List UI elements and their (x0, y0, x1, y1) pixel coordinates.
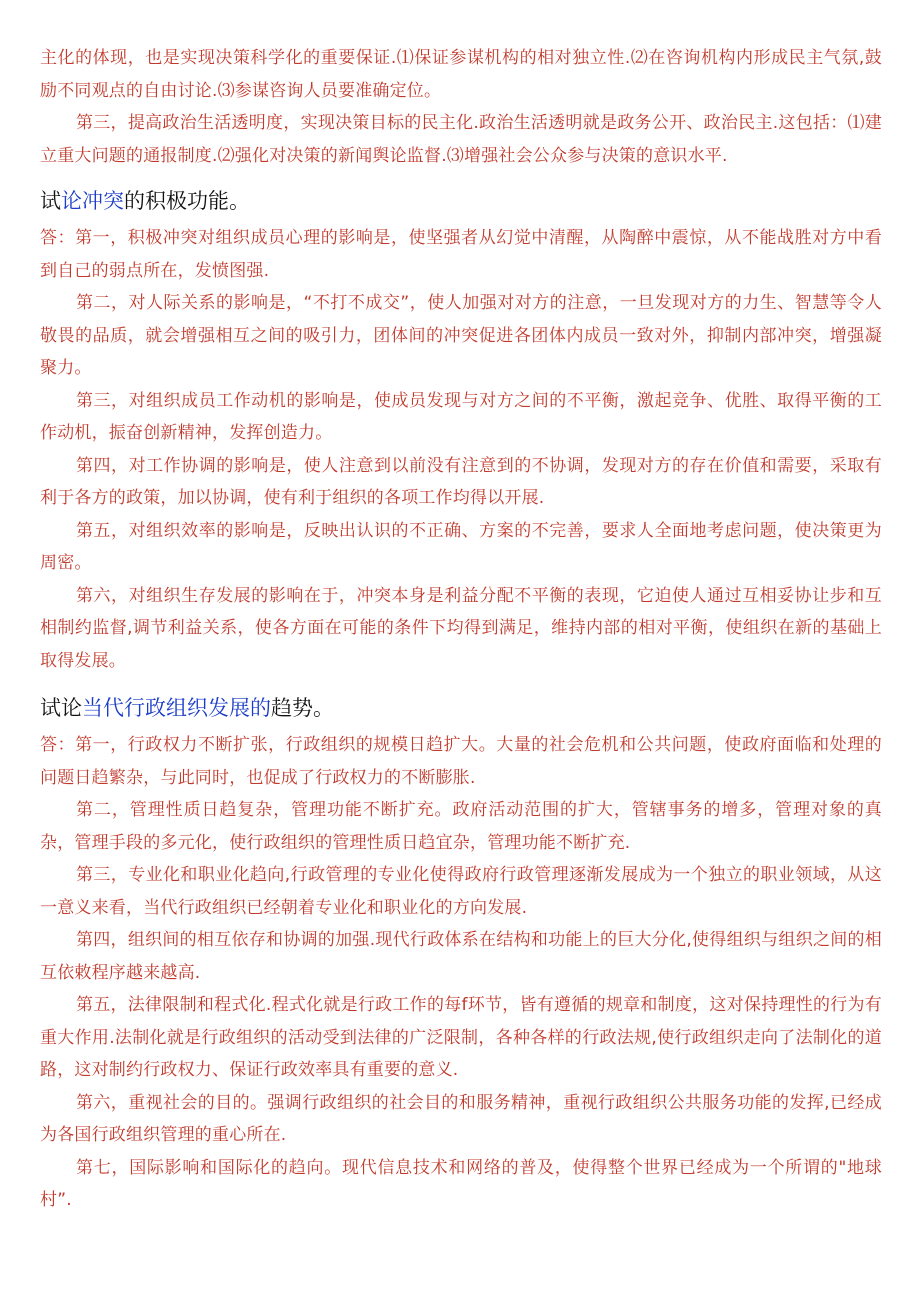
q1-answer-6: 第六，对组织生存发展的影响在于，冲突本身是利益分配不平衡的表现，它迫使人通过互相妥协让步和互相制约监督,调节利益关系，使各方面在可能的条件下均得到满足，维持内部的相对平衡，使组织在新的基础上取得发展。 (40, 585, 882, 671)
q2-answer-1: 答：第一，行政权力不断扩张，行政组织的规模日趋扩大。大量的社会危机和公共问题，使政府面临和处理的问题日趋繁杂，与此同时，也促成了行政权力的不断膨胀. (40, 735, 882, 788)
q2-answer-5: 第五，法律限制和程式化.程式化就是行政工作的每f环节，皆有遵循的规章和制度，这对保持理性的行为有重大作用.法制化就是行政组织的活动受到法律的广泛限制，各种各样的行政法规,使行政组织走向了法制化的道路，这对制约行政权力、保证行政效率具有重要的意义. (40, 995, 882, 1080)
question-1-title-keyword: 论冲突 (61, 189, 124, 213)
q1-answer-3: 第三，对组织成员工作动机的影响是，使成员发现与对方之间的不平衡，激起竞争、优胜、取得平衡的工作动机，振奋创新精神，发挥创造力。 (40, 390, 882, 443)
q2-answer-3: 第三，专业化和职业化趋向,行政管理的专业化使得政府行政管理逐渐发展成为一个独立的职业领域，从这一意义来看，当代行政组织已经朝着专业化和职业化的方向发展. (40, 865, 882, 918)
q2-answer-6: 第六，重视社会的目的。强调行政组织的社会目的和服务精神，重视行政组织公共服务功能的发挥,已经成为各国行政组织管理的重心所在. (40, 1092, 882, 1145)
q1-answer-4: 第四，对工作协调的影响是，使人注意到以前没有注意到的不协调，发现对方的存在价值和需要，采取有利于各方的政策，加以协调，使有利于组织的各项工作均得以开展. (40, 455, 882, 508)
q1-answer-5: 第五，对组织效率的影响是，反映出认识的不正确、方案的不完善，要求人全面地考虑问题，使决策更为周密。 (40, 520, 882, 573)
intro-paragraph-1: 主化的体现，也是实现决策科学化的重要保证.⑴保证参谋机构的相对独立性.⑵在咨询机构内形成民主气氛,鼓励不同观点的自由讨论.⑶参谋咨询人员要准确定位。 (40, 48, 882, 101)
document-page (40, 42, 882, 1217)
question-1-heading (40, 184, 882, 218)
q2-answer-2: 第二，管理性质日趋复杂，管理功能不断扩充。政府活动范围的扩大，管辖事务的增多，管理对象的真杂，管理手段的多元化，使行政组织的管理性质日趋宜杂，管理功能不断扩充. (40, 800, 882, 853)
q2-answer-4: 第四，组织间的相互依存和协调的加强.现代行政体系在结构和功能上的巨大分化,使得组织与组织之间的相互依敕程序越来越高. (40, 930, 882, 983)
q2-answer-7: 第七，国际影响和国际化的趋向。现代信息技术和网络的普及，使得整个世界已经成为一个所谓的"地球村”. (40, 1157, 882, 1210)
question-1-title-pre: 试 (40, 189, 61, 213)
question-2-title-keyword: 当代行政组织发展的 (82, 696, 271, 720)
question-1-title-post: 的积极功能。 (124, 189, 250, 213)
intro-paragraph-2: 第三，提高政治生活透明度，实现决策目标的民主化.政治生活透明就是政务公开、政治民主.这包括：⑴建立重大问题的通报制度.⑵强化对决策的新闻舆论监督.⑶增强社会公众参与决策的意识水平. (40, 113, 882, 166)
question-2-heading (40, 691, 882, 725)
question-2-title-pre: 试论 (40, 696, 82, 720)
question-2-title-post: 趋势。 (271, 696, 334, 720)
q1-answer-2: 第二，对人际关系的影响是，“不打不成交”，使人加强对对方的注意，一旦发现对方的力生、智慧等令人敬畏的品质，就会增强相互之间的吸引力，团体间的冲突促进各团体内成员一致对外，抑制内部冲突，增强凝聚力。 (40, 293, 882, 378)
q1-answer-1: 答：第一，积极冲突对组织成员心理的影响是，使坚强者从幻觉中清醒，从陶醉中震惊，从不能战胜对方中看到自己的弱点所在，发愤图强. (40, 228, 882, 281)
